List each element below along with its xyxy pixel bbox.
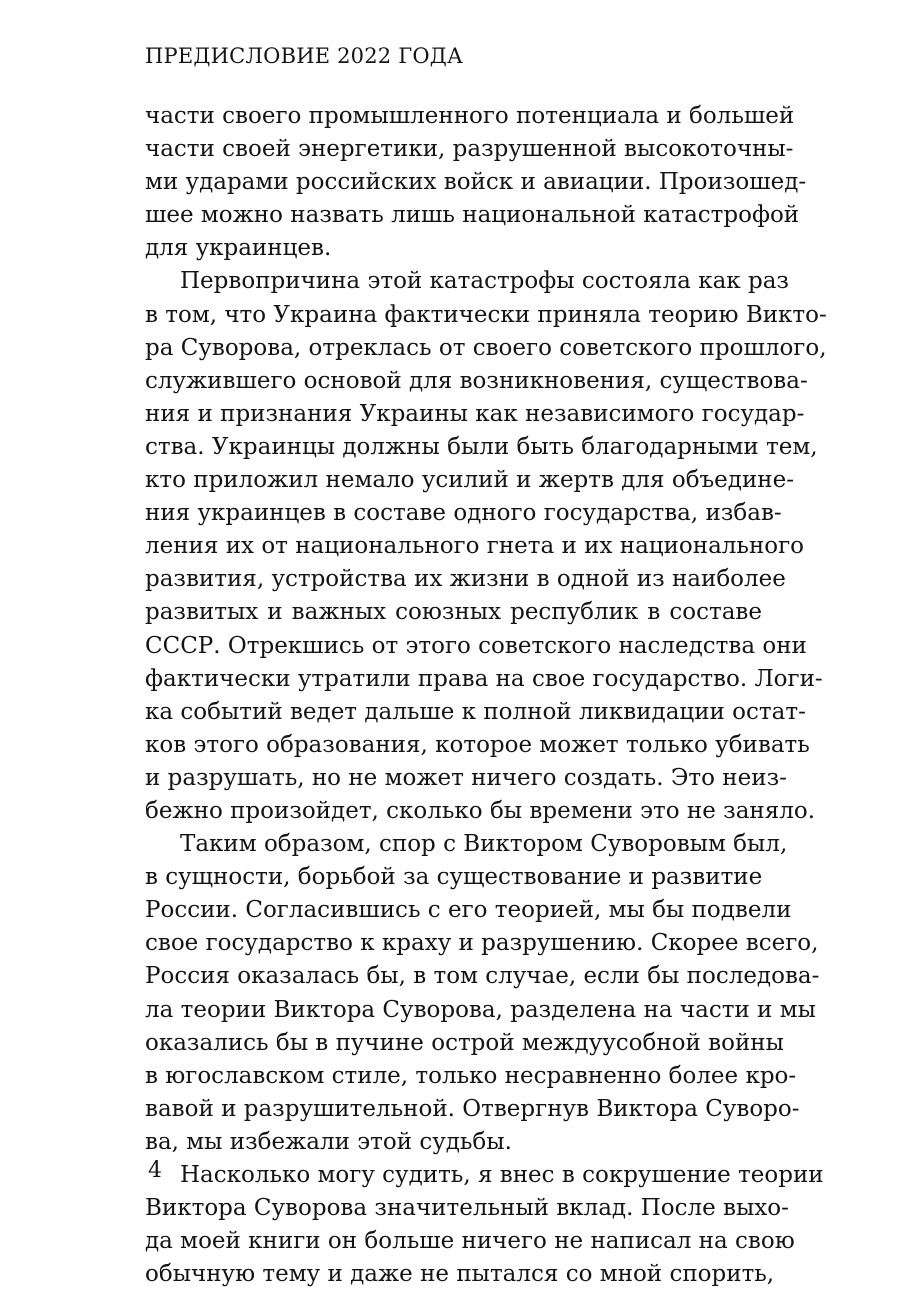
text-line: бежно произойдет, сколько бы времени это не заняло. bbox=[145, 797, 816, 824]
text-line: для украинцев. bbox=[145, 235, 332, 262]
text-line: Виктора Суворова значительный вклад. После выхо- bbox=[145, 1195, 789, 1222]
text-line: в сущности, борьбой за существование и развитие bbox=[145, 864, 763, 891]
text-line: в югославском стиле, только несравненно более кро- bbox=[145, 1062, 797, 1089]
text-line: ра Суворова, отреклась от своего советского прошлого, bbox=[145, 334, 827, 361]
text-line: ния украинцев в составе одного государства, избав- bbox=[145, 500, 782, 527]
text-line: кто приложил немало усилий и жертв для объедине- bbox=[145, 467, 794, 494]
text-line: развитых и важных союзных республик в составе bbox=[145, 599, 762, 626]
text-line: Таким образом, спор с Виктором Суворовым был, bbox=[180, 831, 788, 858]
text-line: оказались бы в пучине острой междуусобной войны bbox=[145, 1029, 784, 1056]
text-line: фактически утратили права на свое государство. Логи- bbox=[145, 665, 823, 692]
text-line: ства. Украинцы должны были быть благодарными тем, bbox=[145, 433, 818, 460]
body-text bbox=[145, 100, 827, 1291]
text-line: да моей книги он больше ничего не написал на свою bbox=[145, 1228, 795, 1255]
text-line: Насколько могу судить, я внес в сокрушение теории bbox=[180, 1162, 824, 1188]
text-line: и разрушать, но не может ничего создать. Это неиз- bbox=[145, 764, 787, 791]
text-line: СССР. Отрекшись от этого советского наследства они bbox=[145, 632, 807, 659]
text-line: ми ударами российских войск и авиации. Произошед- bbox=[145, 169, 807, 196]
page-number: 4 bbox=[148, 1158, 162, 1183]
text-line: части своего промышленного потенциала и большей bbox=[145, 103, 795, 129]
text-line: в том, что Украина фактически приняла теорию Викто- bbox=[145, 301, 827, 328]
text-line: свое государство к краху и разрушению. Скорее всего, bbox=[145, 930, 819, 957]
text-line: Первопричина этой катастрофы состояла как раз bbox=[180, 268, 789, 295]
text-line: ла теории Виктора Суворова, разделена на части и мы bbox=[145, 996, 816, 1023]
text-line: ков этого образования, которое может только убивать bbox=[145, 731, 810, 758]
text-line: ния и признания Украины как независимого государ- bbox=[145, 400, 805, 427]
text-line: вавой и разрушительной. Отвергнув Виктора Суворо- bbox=[145, 1095, 800, 1122]
text-line: развития, устройства их жизни в одной из наиболее bbox=[145, 566, 786, 593]
text-line: ления их от национального гнета и их национального bbox=[145, 533, 805, 560]
text-line: шее можно назвать лишь национальной катастрофой bbox=[145, 202, 800, 229]
text-line: России. Согласившись с его теорией, мы бы подвели bbox=[145, 897, 792, 924]
text-line: части своей энергетики, разрушенной высокоточны- bbox=[145, 136, 794, 163]
running-head: ПРЕДИСЛОВИЕ 2022 ГОДА bbox=[145, 44, 464, 68]
text-line: ва, мы избежали этой судьбы. bbox=[145, 1128, 512, 1155]
text-line: обычную тему и даже не пытался со мной спорить, bbox=[145, 1261, 775, 1288]
text-line: служившего основой для возникновения, существова- bbox=[145, 367, 808, 394]
text-line: Россия оказалась бы, в том случае, если бы последова- bbox=[145, 963, 820, 990]
text-line: ка событий ведет дальше к полной ликвидации остат- bbox=[145, 698, 806, 725]
